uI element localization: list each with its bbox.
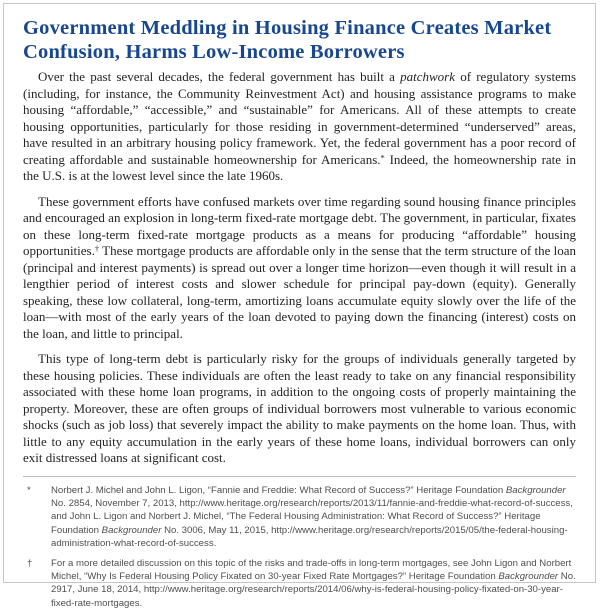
- footnote-marker: *: [23, 484, 51, 551]
- body-paragraph: [23, 194, 576, 343]
- footnote: [23, 557, 576, 610]
- footnote-divider: [23, 476, 576, 477]
- text-run: No. 2917, June 18, 2014, http://www.heritage.org/research/reports/2014/06/why-is-federal-housing-policy-fixated-on-30-year-fixed-rate-mortgages.: [51, 571, 576, 609]
- footnote-text: [51, 557, 576, 610]
- document-page: [3, 3, 596, 583]
- footnote-list: [23, 484, 576, 610]
- text-run: These government efforts have confused markets over time regarding sound housing finance principles and encouraged an explosion in long-term fixed-rate mortgage debt. The government, in particular, fixates on these long-term fixed-rate mortgage products as a means for producing “affordable” housing opportunities.: [23, 194, 576, 259]
- text-run: Over the past several decades, the federal government has built a: [38, 69, 400, 84]
- italic-text: Backgrounder: [498, 571, 558, 582]
- body-paragraph: [23, 69, 576, 185]
- text-run: No. 2854, November 7, 2013, http://www.heritage.org/research/reports/2013/11/fannie-and-freddie-what-record-of-success, and John L. Ligon and Norbert J. Michel, “The Federal Housing Administration: What Record of Success?” Heritage Foundation: [51, 498, 573, 536]
- body-paragraph: [23, 351, 576, 467]
- footnote-text: [51, 484, 576, 551]
- article-title: Government Meddling in Housing Finance Creates Market Confusion, Harms Low-Income Borrowers: [23, 16, 576, 64]
- article-body: [23, 69, 576, 467]
- text-run: This type of long-term debt is particularly risky for the groups of individuals generally targeted by these housing policies. These individuals are often the least ready to take on any financial responsibility associated with these home loan programs, in addition to the ongoing costs of properly maintaining the property. Moreover, these are often groups of individual borrowers most vulnerable to various economic shocks (such as job loss) that severely impact the ability to make payments on the home loan. Thus, with little to any equity accumulation in the early years of these home loans, individual borrowers can only exit distressed loans at significant cost.: [23, 351, 576, 465]
- footnote: [23, 484, 576, 551]
- text-run: Indeed, the homeownership rate in the U.S. is at the lowest level since the late 1960s.: [23, 152, 576, 184]
- italic-text: patchwork: [400, 69, 455, 84]
- footnote-reference-marker: *: [381, 152, 385, 162]
- text-run: These mortgage products are affordable only in the sense that the term structure of the loan (principal and interest payments) is spread out over a longer time horizon—even though it will result in a lengthier period of interest costs and slower schedule for principal pay-down (equity). Generally speaking, these low collateral, long-term, amortizing loans accumulate equity slowly over the life of the loan—with most of the early years of the loan devoted to paying down the financing (interest) costs on the loan, and little to principal.: [23, 243, 576, 341]
- footnotes-section: [23, 476, 576, 610]
- text-run: Norbert J. Michel and John L. Ligon, “Fannie and Freddie: What Record of Success?” Heritage Foundation: [51, 485, 506, 496]
- text-run: No. 3006, May 11, 2015, http://www.heritage.org/research/reports/2015/05/the-federal-housing-administration-what-record-of-success.: [51, 525, 568, 549]
- italic-text: Backgrounder: [506, 485, 566, 496]
- footnote-marker: †: [23, 557, 51, 610]
- text-run: For a more detailed discussion on this topic of the risks and trade-offs in long-term mortgages, see John Ligon and Norbert Michel, “Why Is Federal Housing Policy Fixated on 30-year Fixed Rate Mortgages?” Heritage Foundation: [51, 558, 571, 582]
- text-run: of regulatory systems (including, for instance, the Community Reinvestment Act) and housing assistance programs to make housing “affordable,” “accessible,” and “sustainable” for Americans. All of these attempts to create housing opportunities, particularly for those residing in government-determined “underserved” areas, have resulted in an arbitrary housing policy framework. Yet, the federal government has a poor record of creating affordable and sustainable homeownership for Americans.: [23, 69, 576, 167]
- italic-text: Backgrounder: [102, 525, 162, 536]
- footnote-reference-marker: †: [95, 244, 99, 254]
